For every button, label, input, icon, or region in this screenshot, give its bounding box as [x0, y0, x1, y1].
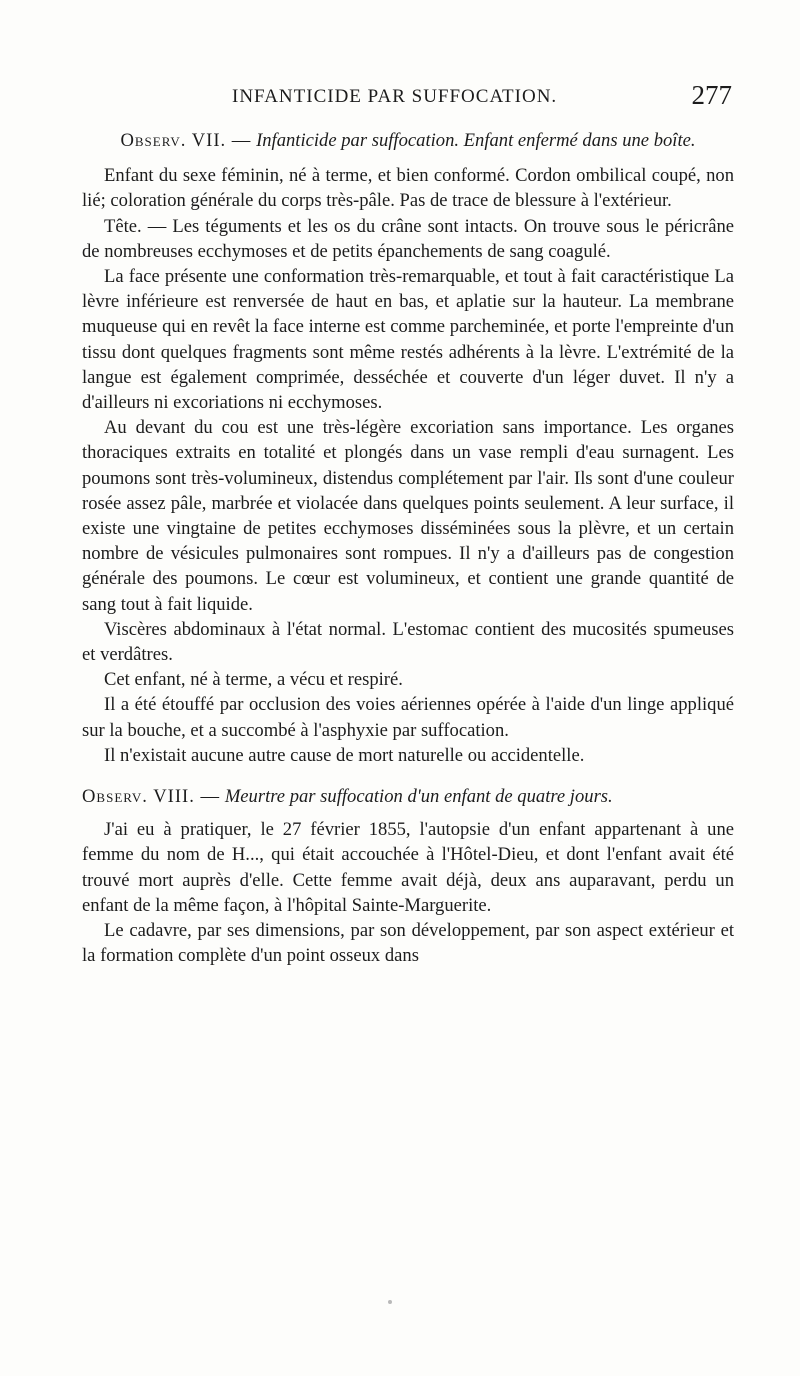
observation-7-title: Infanticide par suffocation. Enfant enfermé dans une boîte. — [256, 130, 696, 151]
observation-7-heading — [82, 128, 734, 153]
paragraph: La face présente une conformation très-remarquable, et tout à fait caractéristique La lèvre inférieure est renversée de haut en bas, et aplatie sur la hauteur. La membrane muqueuse qui en revêt la face interne est comme parcheminée, et porte l'empreinte d'un tissu dont quelques fragments sont même restés adhérents à la lèvre. L'extrémité de la langue est également comprimée, desséchée et couverte d'un léger duvet. Il n'y a d'ailleurs ni excoriations ni ecchymoses. — [82, 266, 734, 414]
paragraph: Il a été étouffé par occlusion des voies aériennes opérée à l'aide d'un linge appliqué sur la bouche, et a succombé à l'asphyxie par suffocation. — [82, 694, 734, 741]
paragraph: Viscères abdominaux à l'état normal. L'estomac contient des mucosités spumeuses et verdâtres. — [82, 618, 734, 666]
paragraph: Le cadavre, par ses dimensions, par son développement, par son aspect extérieur et la formation complète d'un point osseux dans — [82, 920, 734, 967]
running-header — [82, 80, 732, 116]
observation-8-title: Meurtre par suffocation d'un enfant de quatre jours. — [224, 786, 613, 808]
paragraph: Tête. — Les téguments et les os du crâne sont intacts. On trouve sous le péricrâne de nombreuses ecchymoses et de petits épanchements de sang coagulé. — [82, 215, 734, 262]
observation-8-label: Observ. VIII. — — [82, 786, 221, 808]
paragraph: Cet enfant, né à terme, a vécu et respiré. — [104, 669, 403, 691]
running-title: INFANTICIDE PAR SUFFOCATION. — [232, 86, 558, 107]
paragraph: J'ai eu à pratiquer, le 27 février 1855, l'autopsie d'un enfant appartenant à une femme du nom de H..., qui était accouchée à l'Hôtel-Dieu, et dont l'enfant avait été trouvé mort auprès d'elle. Cette femme avait déjà, deux ans auparavant, perdu un enfant de la même façon, à l'hôpital Sainte-Marguerite. — [82, 819, 734, 916]
paragraph: Il n'existait aucune autre cause de mort naturelle ou accidentelle. — [104, 744, 585, 766]
paragraph: Au devant du cou est une très-légère excoriation sans importance. Les organes thoraciques extraits en totalité et plongés dans un vase rempli d'eau surnagent. Les poumons sont très-volumineux, distendus complétement par l'air. Ils sont d'une couleur rosée assez pâle, marbrée et violacée dans quelques points seulement. A leur surface, il existe une vingtaine de petites ecchymoses disséminées sous la plèvre, et un certain nombre de vésicules pulmonaires sont rompues. Il n'y a d'ailleurs pas de congestion générale des poumons. Le cœur est volumineux, et contient une grande quantité de sang tout à fait liquide. — [82, 417, 734, 615]
observation-8-heading — [82, 784, 734, 809]
print-speck — [388, 1300, 392, 1304]
page-number: 277 — [691, 80, 732, 110]
text-column — [82, 128, 734, 969]
paragraph: Enfant du sexe féminin, né à terme, et bien conformé. Cordon ombilical coupé, non lié; coloration générale du corps très-pâle. Pas de trace de blessure à l'extérieur. — [82, 165, 734, 212]
observation-7-label: Observ. VII. — — [120, 130, 252, 151]
